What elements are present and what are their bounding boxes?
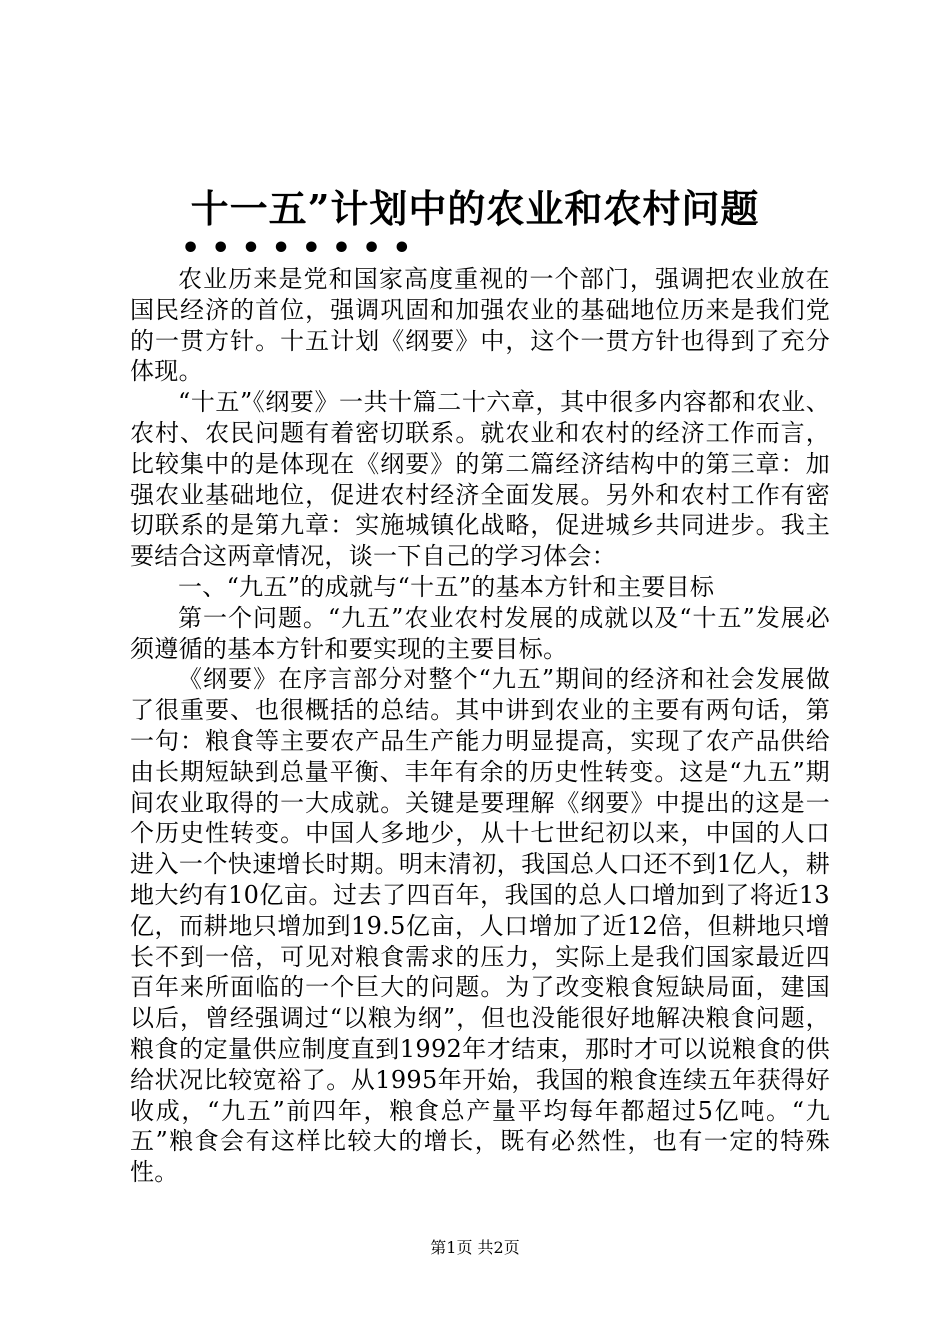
section-heading: 一、“九五”的成就与“十五”的基本方针和主要目标 — [178, 572, 715, 601]
document-title: 十一五”计划中的农业和农村问题 — [190, 186, 760, 231]
paragraph-intro: 农业历来是党和国家高度重视的一个部门，强调把农业放在国民经济的首位，强调巩固和加强农业的基础地位历来是我们党的一贯方针。十五计划《纲要》中，这个一贯方针也得到了充分体现。 — [130, 265, 830, 386]
document-body — [130, 264, 830, 1188]
decorative-dots: •••••••• — [181, 231, 423, 266]
page-footer: 第1页 共2页 — [430, 1238, 520, 1257]
paragraph-outline: “十五”《纲要》一共十篇二十六章，其中很多内容都和农业、农村、农民问题有着密切联系。就农业和农村的经济工作而言，比较集中的是体现在《纲要》的第二篇经济结构中的第三章：加强农业基础地位，促进农村经济全面发展。另外和农村工作有密切联系的是第九章：实施城镇化战略，促进城乡共同进步。我主要结合这两章情况，谈一下自己的学习体会： — [130, 388, 830, 571]
paragraph-grain-history: 《纲要》在序言部分对整个“九五”期间的经济和社会发展做了很重要、也很概括的总结。其中讲到农业的主要有两句话，第一句：粮食等主要农产品生产能力明显提高，实现了农产品供给由长期短缺到总量平衡、丰年有余的历史性转变。这是“九五”期间农业取得的一大成就。关键是要理解《纲要》中提出的这是一个历史性转变。中国人多地少，从十七世纪初以来，中国的人口进入一个快速增长时期。明末清初，我国总人口还不到1亿人，耕地大约有10亿亩。过去了四百年，我国的总人口增加到了将近13亿，而耕地只增加到19.5亿亩，人口增加了近12倍，但耕地只增长不到一倍，可见对粮食需求的压力，实际上是我们国家最近四百年来所面临的一个巨大的问题。为了改变粮食短缺局面，建国以后，曾经强调过“以粮为纲”，但也没能很好地解决粮食问题，粮食的定量供应制度直到1992年才结束，那时才可以说粮食的供给状况比较宽裕了。从1995年开始，我国的粮食连续五年获得好收成，“九五”前四年，粮食总产量平均每年都超过5亿吨。“九五”粮食会有这样比较大的增长，既有必然性，也有一定的特殊性。 — [130, 665, 830, 1187]
paragraph-first-question: 第一个问题。“九五”农业农村发展的成就以及“十五”发展必须遵循的基本方针和要实现的主要目标。 — [130, 603, 830, 663]
